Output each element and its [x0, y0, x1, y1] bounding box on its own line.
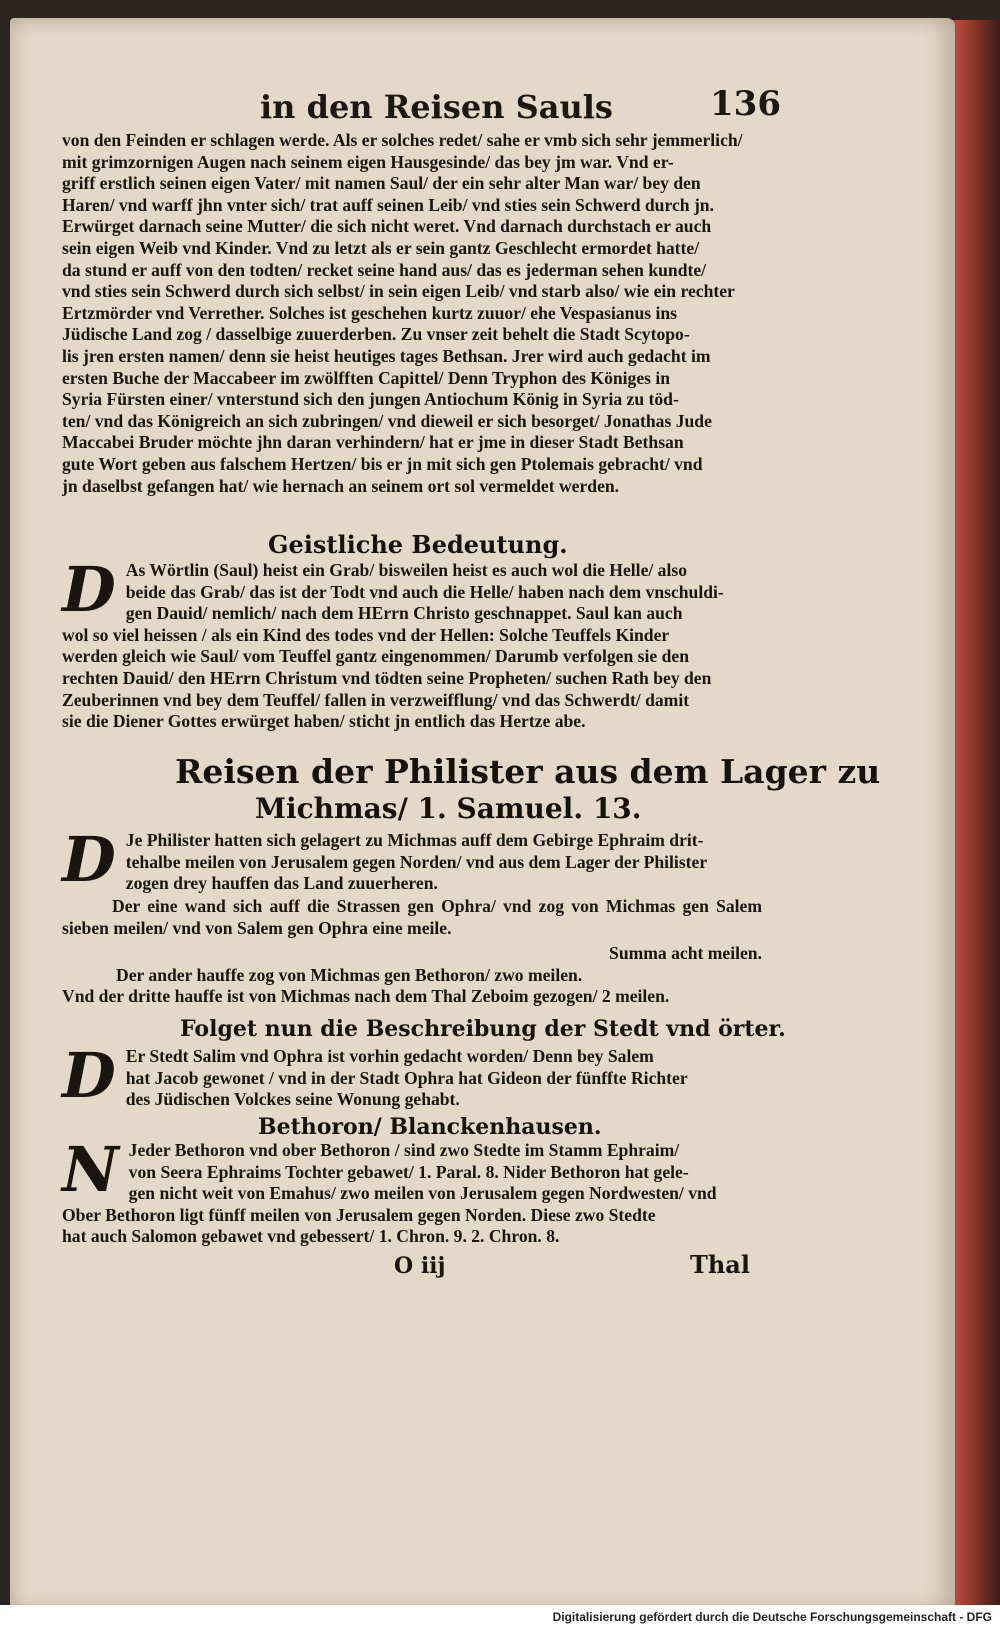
route-1: Der eine wand sich auff die Strassen gen Ophra/ vnd zog von Michmas gen Salem sieben meilen/ vnd von Salem gen Ophra eine meile. — [62, 896, 762, 938]
text-line: Er Stedt Salim vnd Ophra ist vorhin gedacht worden/ Denn bey Salem — [125, 1046, 654, 1066]
section-geistliche-text — [62, 553, 762, 733]
running-head: in den Reisen Sauls — [260, 88, 613, 126]
text-line: vnd sties sein Schwerd durch sich selbst/ in sein eigen Leib/ vnd starb also/ wie ein rechter — [62, 281, 735, 302]
section-heading-geistliche: Geistliche Bedeutung. — [268, 530, 568, 559]
text-line: As Wörtlin (Saul) heist ein Grab/ bisweilen heist es auch wol die Helle/ also — [125, 560, 687, 580]
text-line: des Jüdischen Volckes seine Wonung gehabt. — [125, 1089, 460, 1110]
section-bethoron-text — [62, 1133, 762, 1248]
drop-cap: D — [62, 823, 116, 896]
text-line: rechten Dauid/ den HErrn Christum vnd tödten seine Propheten/ suchen Rath bey den — [62, 667, 712, 688]
section-reisen-text — [62, 823, 762, 896]
text-line: mit grimzornigen Augen nach seinem eigen Hausgesinde/ das bey jm war. Vnd er- — [62, 151, 674, 172]
text-line: von Seera Ephraims Tochter gebawet/ 1. Paral. 8. Nider Bethoron hat gele- — [128, 1161, 689, 1182]
text-line: jn daselbst gefangen hat/ wie hernach an seinem ort sol vermeldet werden. — [62, 475, 620, 496]
text-line: tehalbe meilen von Jerusalem gegen Norden/ vnd aus dem Lager der Philister — [125, 851, 708, 872]
text-line: da stund er auff von den todten/ recket seine hand aus/ das es jederman sehen kundte/ — [62, 259, 707, 280]
text-line: werden gleich wie Saul/ vom Teuffel gantz eingenommen/ Darumb verfolgen sie den — [62, 646, 689, 667]
text-line: griff erstlich seinen eigen Vater/ mit namen Saul/ der ein sehr alter Man war/ bey den — [62, 173, 701, 194]
section-beschreibung-text — [62, 1039, 762, 1112]
text-line: sie die Diener Gottes erwürget haben/ sticht jn entlich das Hertze abe. — [62, 711, 586, 732]
section-heading-beschreibung: Folget nun die Beschreibung der Stedt vnd örter. — [180, 1016, 786, 1042]
text-line: ersten Buche der Maccabeer im zwölfften Capittel/ Denn Tryphon des Königes in — [62, 367, 671, 388]
drop-cap: N — [62, 1133, 119, 1206]
text-line: gen Dauid/ nemlich/ nach dem HErrn Christo geschnappet. Saul kan auch — [125, 603, 683, 624]
signature-mark: O iij — [394, 1253, 446, 1279]
text-line: zogen drey hauffen das Land zuuerheren. — [125, 873, 438, 894]
text-line: hat Jacob gewonet / vnd in der Stadt Ophra hat Gideon der fünffte Richter — [125, 1067, 688, 1088]
text-line: gute Wort geben aus falschem Hertzen/ bis er jn mit sich gen Ptolemais gebracht/ vnd — [62, 453, 703, 474]
text-line: Ober Bethoron ligt fünff meilen von Jerusalem gegen Norden. Diese zwo Stedte — [62, 1204, 656, 1225]
text-line: ten/ vnd das Königreich an sich zubringen/ vnd dieweil er sich besorget/ Jonathas Jude — [62, 410, 712, 431]
text-line: Haren/ vnd warff jhn vnter sich/ trat auff seinen Leib/ vnd sties sein Schwerd durch jn. — [62, 194, 714, 215]
text-line: von den Feinden er schlagen werde. Als er solches redet/ sahe er vmb sich sehr jemmerlich/ — [62, 130, 743, 150]
text-line: Ertzmörder vnd Verrether. Solches ist geschehen kurtz zuuor/ ehe Vespasianus ins — [62, 302, 677, 323]
drop-cap: D — [62, 1039, 116, 1112]
chapter-title-line2: Michmas/ 1. Samuel. 13. — [255, 792, 642, 825]
text-line: gen nicht weit von Emahus/ zwo meilen von Jerusalem gegen Nordwesten/ vnd — [128, 1183, 717, 1204]
text-line: lis jren ersten namen/ denn sie heist heutiges tages Bethsan. Jrer wird auch gedacht im — [62, 345, 711, 366]
text-line: Je Philister hatten sich gelagert zu Michmas auff dem Gebirge Ephraim drit- — [125, 830, 704, 850]
text-line: sein eigen Weib vnd Kinder. Vnd zu letzt als er sein gantz Geschlecht ermordet hatte/ — [62, 237, 700, 258]
footer-credit: Digitalisierung gefördert durch die Deutsche Forschungsgemeinschaft - DFG — [552, 1610, 992, 1624]
drop-cap: D — [62, 553, 116, 626]
main-paragraph — [62, 130, 762, 497]
text-line: Zeuberinnen vnd bey dem Teuffel/ fallen in verzweifflung/ vnd das Schwerdt/ damit — [62, 689, 690, 710]
text-line: Syria Fürsten einer/ vnterstund sich den jungen Antiochum König in Syria zu töd- — [62, 389, 679, 410]
text-line: Erwürget darnach seine Mutter/ die sich nicht weret. Vnd darnach durchstach er auch — [62, 216, 712, 237]
text-line: hat auch Salomon gebawet vnd gebessert/ 1. Chron. 9. 2. Chron. 8. — [62, 1226, 560, 1247]
text-line: Maccabei Bruder möchte jhn daran verhindern/ hat er jme in dieser Stadt Bethsan — [62, 432, 684, 453]
text-line: wol so viel heissen / als ein Kind des todes vnd der Hellen: Solche Teuffels Kinder — [62, 624, 670, 645]
text-line: Jeder Bethoron vnd ober Bethoron / sind zwo Stedte im Stamm Ephraim/ — [128, 1140, 680, 1160]
text-line: Jüdische Land zog / dasselbige zuuerderben. Zu vnser zeit behelt die Stadt Scytopo- — [62, 324, 690, 345]
route-sum: Summa acht meilen. — [609, 943, 762, 964]
section-heading-bethoron: Bethoron/ Blanckenhausen. — [258, 1114, 602, 1140]
route-3: Vnd der dritte hauffe ist von Michmas nach dem Thal Zeboim gezogen/ 2 meilen. — [62, 986, 670, 1007]
text-line: beide das Grab/ das ist der Todt vnd auch die Helle/ haben nach dem vnschuldi- — [125, 581, 724, 602]
catchword: Thal — [690, 1250, 750, 1279]
page-number: 136 — [710, 84, 781, 124]
chapter-title-line1: Reisen der Philister aus dem Lager zu — [175, 752, 881, 791]
route-paragraph — [62, 896, 762, 1008]
route-2: Der ander hauffe zog von Michmas gen Bethoron/ zwo meilen. — [116, 964, 583, 985]
